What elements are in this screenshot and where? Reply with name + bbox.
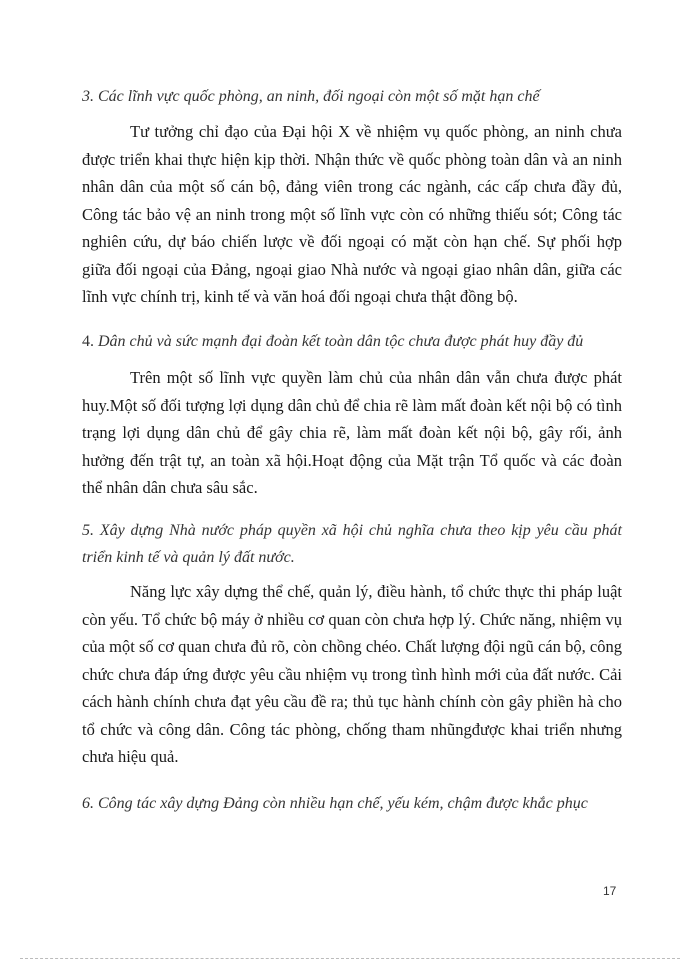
- page-divider: [20, 958, 680, 959]
- section-6-heading: 6. Công tác xây dựng Đảng còn nhiều hạn chế, yếu kém, chậm được khắc phục: [82, 795, 588, 812]
- section-3-heading: 3. Các lĩnh vực quốc phòng, an ninh, đối ngoại còn một số mặt hạn chế: [82, 88, 540, 105]
- section-4-paragraph: Trên một số lĩnh vực quyền làm chủ của nhân dân vẫn chưa được phát huy.Một số đối tượng lợi dụng dân chủ để chia rẽ làm mất đoàn kết nội bộ có tình trạng lợi dụng dân chủ để gây chia rẽ, làm mất đoàn kết nội bộ, gây rối, ảnh hưởng đến trật tự, an toàn xã hội.Hoạt động của Mặt trận Tổ quốc và các đoàn thể nhân dân chưa sâu sắc.: [82, 368, 622, 497]
- section-3-paragraph: Tư tưởng chỉ đạo của Đại hội X về nhiệm vụ quốc phòng, an ninh chưa được triển khai thực hiện kịp thời. Nhận thức về quốc phòng toàn dân và an ninh nhân dân của một số cán bộ, đảng viên trong các ngành, các cấp chưa đầy đủ, Công tác bảo vệ an ninh trong một số lĩnh vực còn có những thiếu sót; Công tác nghiên cứu, dự báo chiến lược về đối ngoại có mặt còn hạn chế. Sự phối hợp giữa đối ngoại của Đảng, ngoại giao Nhà nước và ngoại giao nhân dân, giữa các lĩnh vực chính trị, kinh tế và văn hoá đối ngoại chưa thật đồng bộ.: [82, 122, 622, 306]
- section-4-heading: [82, 333, 622, 351]
- section-4-number: 4.: [82, 333, 94, 350]
- page-number: 17: [603, 884, 617, 898]
- section-4-title: Dân chủ và sức mạnh đại đoàn kết toàn dân tộc chưa được phát huy đầy đủ: [98, 333, 584, 350]
- section-5-heading: 5. Xây dựng Nhà nước pháp quyền xã hội chủ nghĩa chưa theo kịp yêu cầu phát triển kinh tế và quản lý đất nước.: [82, 522, 622, 566]
- section-5-paragraph: Năng lực xây dựng thể chế, quản lý, điều hành, tổ chức thực thi pháp luật còn yếu. Tổ chức bộ máy ở nhiều cơ quan còn chưa hợp lý. Chức năng, nhiệm vụ của một số cơ quan chưa đủ rõ, còn chồng chéo. Chất lượng đội ngũ cán bộ, công chức chưa đáp ứng được yêu cầu nhiệm vụ trong tình hình mới của đất nước. Cải cách hành chính chưa đạt yêu cầu đề ra; thủ tục hành chính còn gây phiền hà cho tổ chức và công dân. Công tác phòng, chống tham nhũngđược khai triển nhưng chưa hiệu quả.: [82, 582, 622, 766]
